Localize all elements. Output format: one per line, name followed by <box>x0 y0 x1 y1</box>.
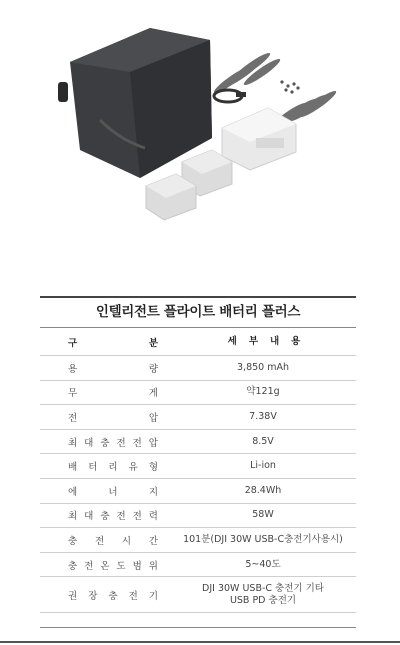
spec-row <box>40 356 356 381</box>
spec-row-label: 전 압 <box>68 412 158 424</box>
spec-row-value: 8.5V <box>252 435 274 447</box>
spec-row-value: Li-ion <box>250 460 276 472</box>
spec-table <box>40 296 356 628</box>
spec-row <box>40 553 356 578</box>
spec-row-value: 58W <box>252 509 274 521</box>
spec-row-label: 무 게 <box>68 388 158 400</box>
spec-row <box>40 454 356 479</box>
carrying-bag-illustration <box>58 28 212 178</box>
spec-row-value: 101분(DJI 30W USB-C충전기사용시) <box>183 534 343 546</box>
spec-row-label: 배 터 리 유 형 <box>68 462 158 474</box>
spec-row-value: DJI 30W USB-C 충전기 기타 USB PD 충전기 <box>202 582 324 606</box>
spec-row <box>40 479 356 504</box>
spec-row-label: 최 대 충 전 전 력 <box>68 511 158 523</box>
spec-row <box>40 381 356 406</box>
spec-row-value: 7.38V <box>249 411 277 423</box>
spec-row-value: 약121g <box>246 386 280 398</box>
spec-row-label: 충 전 온 도 범 위 <box>68 560 158 572</box>
spec-table-title: 인텔리전트 플라이트 배터리 플러스 <box>40 296 356 328</box>
spec-row-value: 28.4Wh <box>244 484 282 496</box>
spec-row <box>40 430 356 455</box>
spec-row-value: 5~40도 <box>245 558 281 570</box>
spec-row-label: 충 전 시 간 <box>68 535 158 547</box>
spec-row <box>40 577 356 613</box>
spec-row-label: 권 장 충 전 기 <box>68 590 158 602</box>
header-value: 세부내용 <box>227 335 313 347</box>
spec-row-value: 3,850 mAh <box>237 361 289 373</box>
spec-row <box>40 504 356 529</box>
header-label: 구 분 <box>68 337 158 349</box>
spec-header-row <box>40 328 356 356</box>
spec-row <box>40 405 356 430</box>
page-bottom-divider <box>0 641 400 643</box>
spec-row-label: 용 량 <box>68 363 158 375</box>
spec-row <box>40 528 356 553</box>
charging-hub-illustration <box>222 108 296 170</box>
product-image <box>0 0 400 280</box>
spec-row-label: 에 너 지 <box>68 486 158 498</box>
spec-rows <box>40 356 356 613</box>
spec-row-label: 최 대 충 전 전 압 <box>68 437 158 449</box>
cable-illustration <box>214 90 246 102</box>
spec-table-end <box>40 613 356 628</box>
screws-illustration <box>280 80 299 93</box>
